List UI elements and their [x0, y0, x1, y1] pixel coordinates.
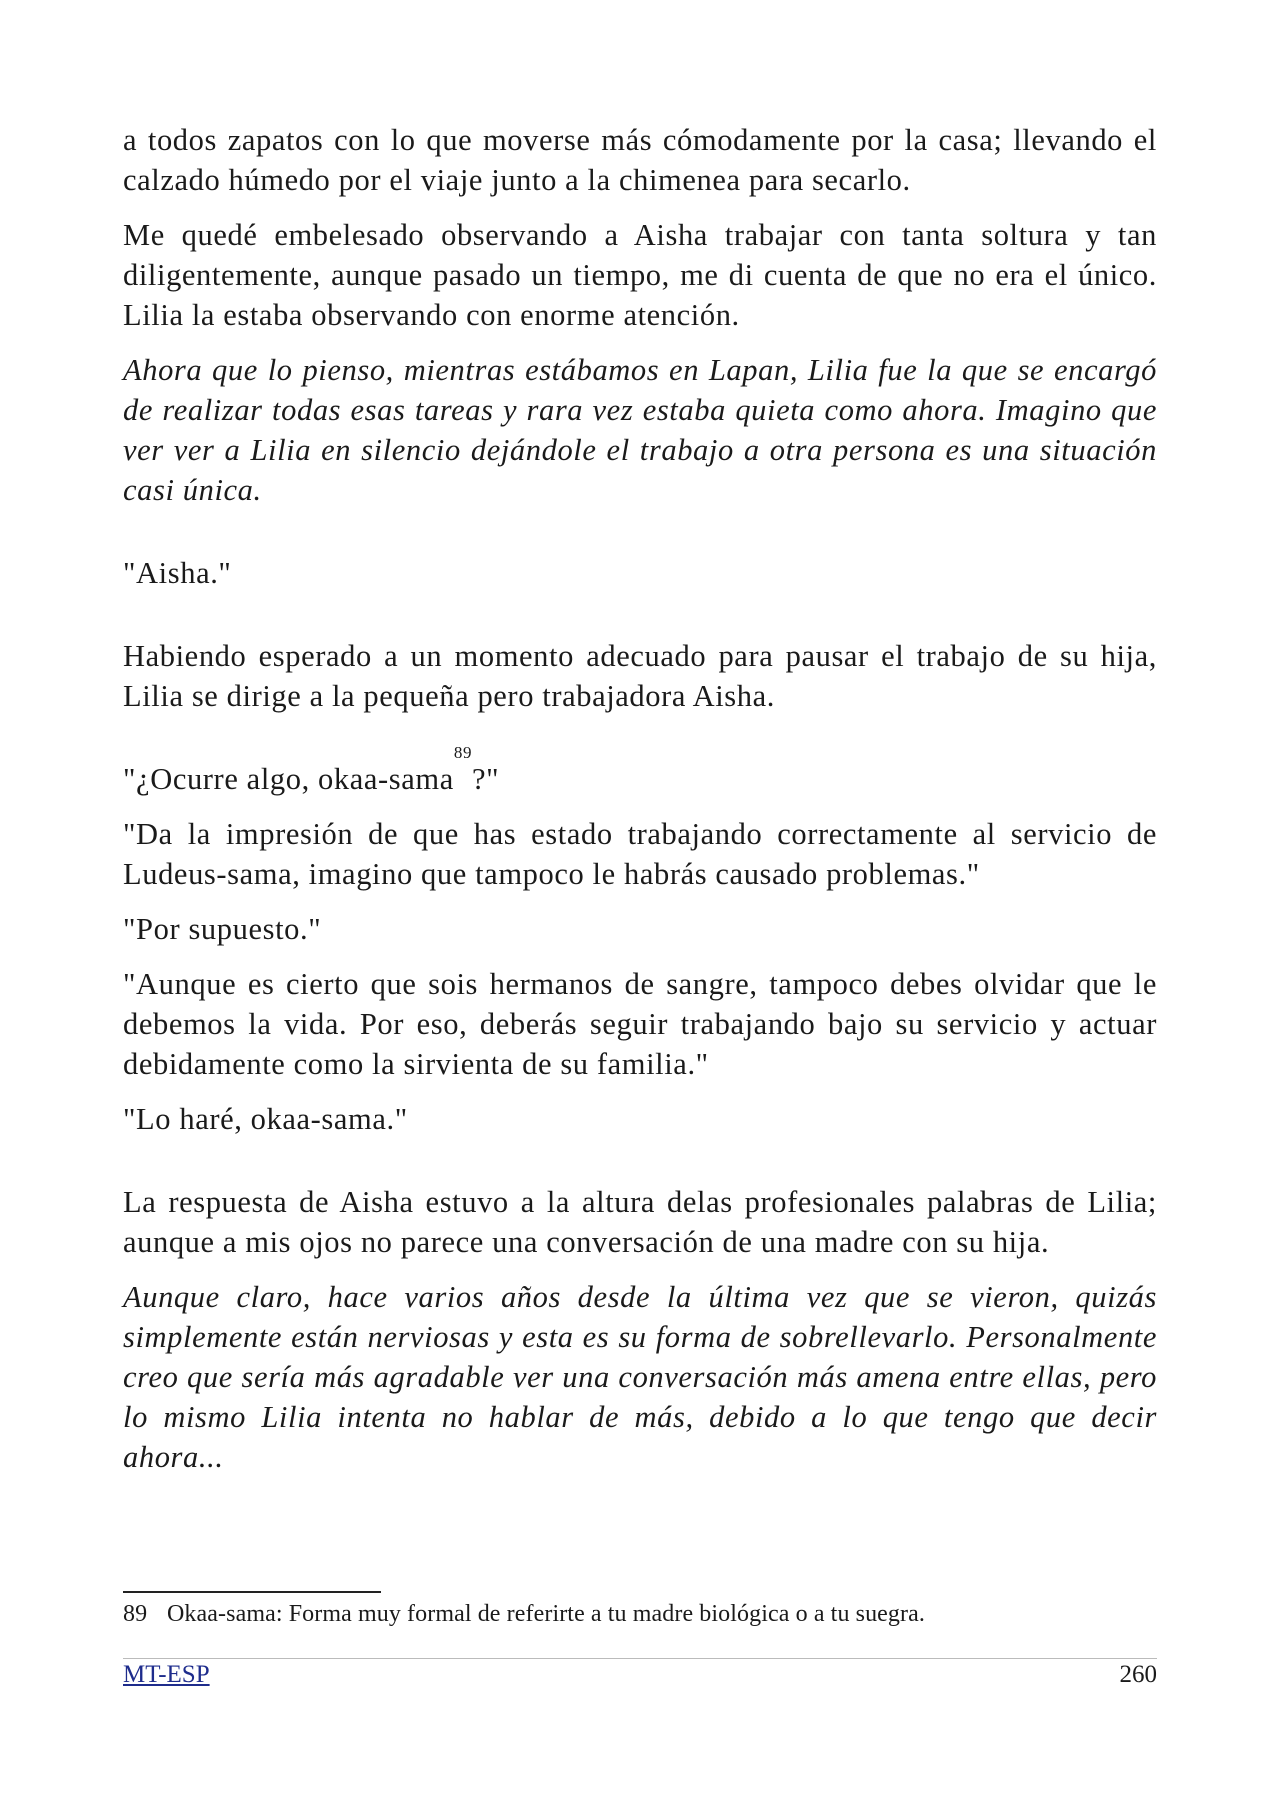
paragraph-1: a todos zapatos con lo que moverse más cómodamente por la casa; llevando el calzado húmedo por el viaje junto a la chimenea para secarlo.	[123, 123, 1157, 197]
paragraph-3-italic: Ahora que lo pienso, mientras estábamos en Lapan, Lilia fue la que se encargó de realizar todas esas tareas y rara vez estaba quieta como ahora. Imagino que ver ver a Lilia en silencio dejándole el trabajo a otra persona es una situación casi única.	[123, 353, 1157, 507]
dialogue-aisha-call: "Aisha."	[123, 556, 232, 590]
paragraph-5: Habiendo esperado a un momento adecuado para pausar el trabajo de su hija, Lilia se dirige a la pequeña pero trabajadora Aisha.	[123, 639, 1157, 713]
footnote-reference[interactable]: 89	[453, 743, 473, 762]
dialogue-por-supuesto: "Por supuesto."	[123, 912, 322, 946]
dialogue-ocurre-text: "¿Ocurre algo, okaa-sama	[123, 762, 454, 796]
footnote-text: Okaa-sama: Forma muy formal de referirte a tu madre biológica o a tu suegra.	[167, 1601, 925, 1627]
dialogue-ocurre-algo	[123, 743, 1157, 799]
page-body	[123, 120, 1157, 1492]
dialogue-lilia-2: "Aunque es cierto que sois hermanos de sangre, tampoco debes olvidar que le debemos la vida. Por eso, deberás seguir trabajando bajo su servicio y actuar debidamente como la sirvienta de su familia."	[123, 967, 1157, 1081]
dialogue-ocurre-end: ?"	[472, 762, 500, 796]
footer-divider	[123, 1658, 1157, 1659]
paragraph-2: Me quedé embelesado observando a Aisha trabajar con tanta soltura y tan diligentemente, aunque pasado un tiempo, me di cuenta de que no era el único. Lilia la estaba observando con enorme atención.	[123, 218, 1157, 332]
footnote-separator	[123, 1591, 381, 1593]
dialogue-lilia-1: "Da la impresión de que has estado trabajando correctamente al servicio de Ludeus-sama, imagino que tampoco le habrás causado problemas."	[123, 817, 1157, 891]
footnote	[123, 1598, 1157, 1630]
footer-link[interactable]: MT-ESP	[123, 1661, 210, 1688]
paragraph-11: La respuesta de Aisha estuvo a la altura delas profesionales palabras de Lilia; aunque a mis ojos no parece una conversación de una madre con su hija.	[123, 1185, 1157, 1259]
dialogue-lo-hare: "Lo haré, okaa-sama."	[123, 1102, 408, 1136]
page-number: 260	[1119, 1661, 1157, 1688]
paragraph-12-italic: Aunque claro, hace varios años desde la última vez que se vieron, quizás simplemente están nerviosas y esta es su forma de sobrellevarlo. Personalmente creo que sería más agradable ver una conversación más amena entre ellas, pero lo mismo Lilia intenta no hablar de más, debido a lo que tengo que decir ahora...	[123, 1280, 1157, 1474]
footnote-number: 89	[123, 1601, 148, 1627]
